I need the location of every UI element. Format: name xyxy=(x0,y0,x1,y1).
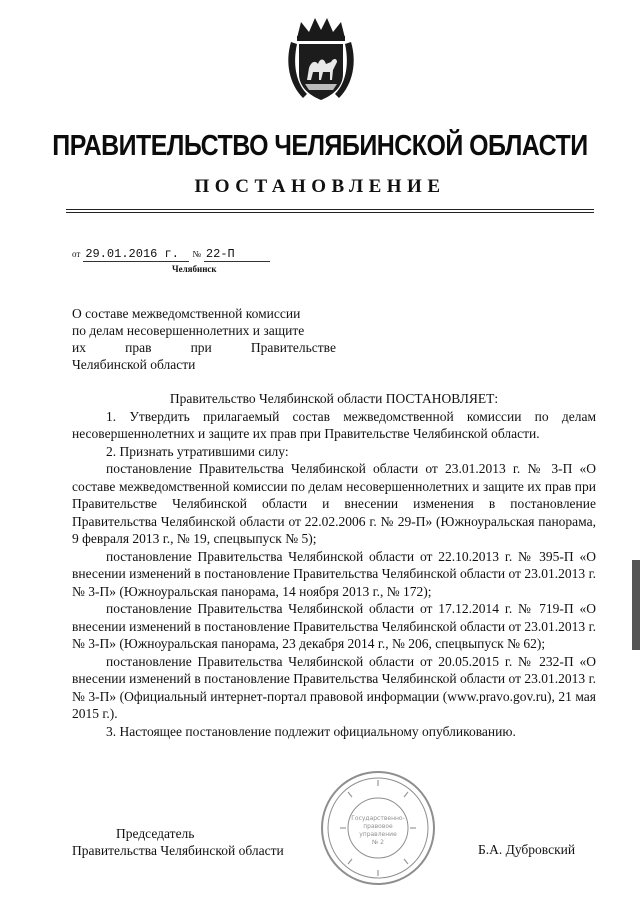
clause-3: 3. Настоящее постановление подлежит официальному опубликованию. xyxy=(106,723,516,739)
subject-line: О составе межведомственной комиссии xyxy=(72,306,301,321)
chelyabinsk-coat-of-arms-icon xyxy=(285,12,357,104)
stamp-text: управление xyxy=(359,831,397,838)
stamp-text: правовое xyxy=(363,823,393,830)
document-number: 22-П xyxy=(204,247,270,262)
government-title: ПРАВИТЕЛЬСТВО ЧЕЛЯБИНСКОЙ ОБЛАСТИ xyxy=(52,130,588,162)
from-label: от xyxy=(72,249,81,259)
subject-line: по делам несовершеннолетних и защите xyxy=(72,323,305,338)
signatory-office: Правительства Челябинской области xyxy=(72,843,284,858)
document-body xyxy=(72,390,596,740)
preamble: Правительство Челябинской области ПОСТАНОВЛЯЕТ: xyxy=(169,391,499,406)
issue-city: Челябинск xyxy=(172,264,217,274)
signatory-position xyxy=(72,825,284,859)
subject-line: Челябинской области xyxy=(72,357,196,372)
repealed-act: постановление Правительства Челябинской области от 17.12.2014 г. № 719-П «О внесении изменений в постановление Правительства Челябинской области от 23.01.2013 г. № 3-П» (Южноуральская панорама, 23 декабря 2014 г., № 206, спецвыпуск № 62); xyxy=(72,601,596,651)
header-rule-thin xyxy=(66,212,594,213)
signatory-title: Председатель xyxy=(116,826,195,841)
document-type-heading: ПОСТАНОВЛЕНИЕ xyxy=(194,176,446,197)
clause-2: 2. Признать утратившими силу: xyxy=(106,443,289,459)
repealed-act: постановление Правительства Челябинской области от 20.05.2015 г. № 232-П «О внесении изменений в постановление Правительства Челябинской области от 23.01.2013 г. № 3-П» (Официальный интернет-портал правовой информации (www.pravo.gov.ru), 21 мая 2015 г.). xyxy=(72,653,596,721)
stamp-text: № 2 xyxy=(372,839,384,846)
subject-word: их xyxy=(72,340,86,355)
repealed-act: постановление Правительства Челябинской области от 22.10.2013 г. № 395-П «О внесении изменений в постановление Правительства Челябинской области от 23.01.2013 г. № 3-П» (Южноуральская панорама, 14 ноября 2013 г., № 172); xyxy=(72,548,596,599)
repealed-act: постановление Правительства Челябинской области от 23.01.2013 г. № 3-П «О составе межведомственной комиссии по делам несовершеннолетних и защите их прав при Правительстве Челябинской области и внесении изменения в постановление Правительства Челябинской области от 22.02.2006 г. № 29-П» (Южноуральская панорама, 9 февраля 2013 г., № 19, спецвыпуск № 5); xyxy=(72,461,596,546)
subject-line-justified xyxy=(72,339,336,356)
clause-1: 1. Утвердить прилагаемый состав межведомственной комиссии по делам несовершеннолетних и защите их прав при Правительстве Челябинской области. xyxy=(72,408,596,441)
official-round-stamp-icon xyxy=(318,768,438,888)
subject-word: при xyxy=(190,340,212,355)
stamp-text: Государственно- xyxy=(351,815,405,822)
signatory-name: Б.А. Дубровский xyxy=(478,842,576,857)
subject-word: прав xyxy=(125,340,152,355)
scan-edge-mark xyxy=(632,560,640,650)
number-label: № xyxy=(192,249,201,259)
registration-line xyxy=(72,246,270,262)
document-subject xyxy=(72,305,336,373)
header-rule-thick xyxy=(66,209,594,210)
subject-word: Правительстве xyxy=(250,340,336,355)
document-date: 29.01.2016 г. xyxy=(83,247,189,262)
